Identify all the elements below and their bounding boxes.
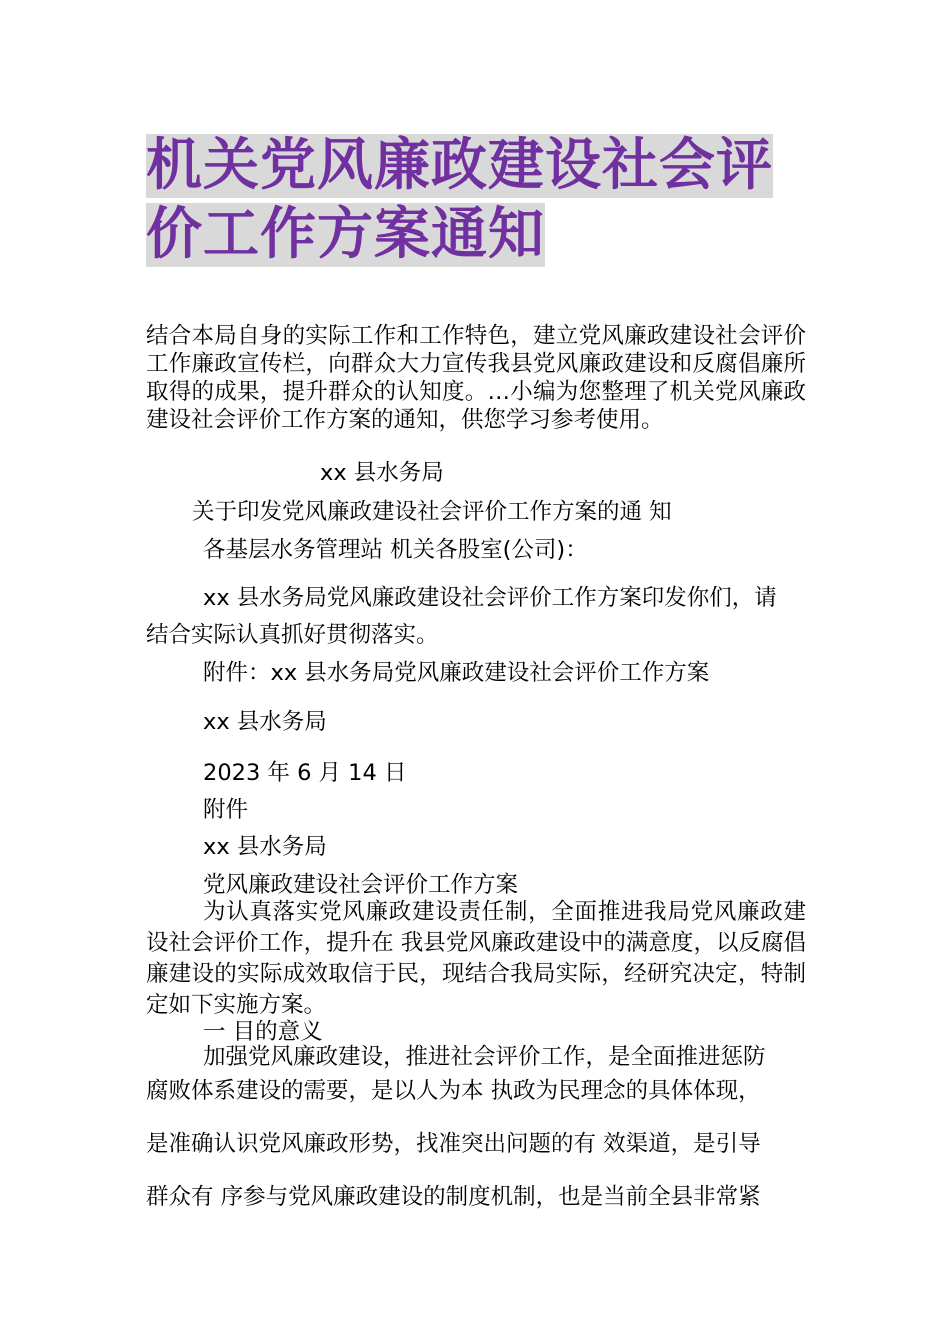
document-title-line-2: 价工作方案通知: [146, 202, 545, 267]
signature-date: 2023 年 6 月 14 日: [203, 760, 407, 786]
section-1-heading: 一 目的意义: [203, 1019, 323, 1045]
section-1-line-1: 加强党风廉政建设，推进社会评价工作，是全面推进惩防: [203, 1044, 766, 1070]
attachment-reference: 附件：xx 县水务局党风廉政建设社会评价工作方案: [203, 660, 710, 686]
recipients-line: 各基层水务管理站 机关各股室(公司)：: [203, 537, 588, 563]
attachment-label: 附件: [203, 797, 249, 823]
section-1-line-2: 腐败体系建设的需要，是以人为本 执政为民理念的具体体现，: [146, 1078, 761, 1104]
signature-organization: xx 县水务局: [203, 709, 327, 735]
document-title-line-1: 机关党风廉政建设社会评: [146, 133, 773, 198]
plan-title: 党风廉政建设社会评价工作方案: [203, 872, 519, 898]
notice-body-line-2: 结合实际认真抓好贯彻落实。: [146, 622, 439, 648]
plan-intro-paragraph: 为认真落实党风廉政建设责任制，全面推进我局党风廉政建设社会评价工作，提升在 我县党风廉政建设中的满意度，以反腐倡廉建设的实际成效取信于民，现结合我局实际，经研究决定，特制定如下实施方案。: [146, 899, 806, 1018]
notice-document-title: 关于印发党风廉政建设社会评价工作方案的通 知: [192, 499, 672, 525]
notice-body-line-1: xx 县水务局党风廉政建设社会评价工作方案印发你们，请: [203, 585, 777, 611]
issuer-name: xx 县水务局: [320, 460, 444, 486]
attachment-organization: xx 县水务局: [203, 834, 327, 860]
intro-paragraph: 结合本局自身的实际工作和工作特色，建立党风廉政建设社会评价工作廉政宣传栏，向群众大力宣传我县党风廉政建设和反腐倡廉所取得的成果，提升群众的认知度。…小编为您整理了机关党风廉政建设社会评价工作方案的通知，供您学习参考使用。: [146, 323, 806, 433]
section-1-line-4: 群众有 序参与党风廉政建设的制度机制，也是当前全县非常紧: [146, 1184, 761, 1210]
section-1-line-3: 是准确认识党风廉政形势，找准突出问题的有 效渠道，是引导: [146, 1131, 761, 1157]
